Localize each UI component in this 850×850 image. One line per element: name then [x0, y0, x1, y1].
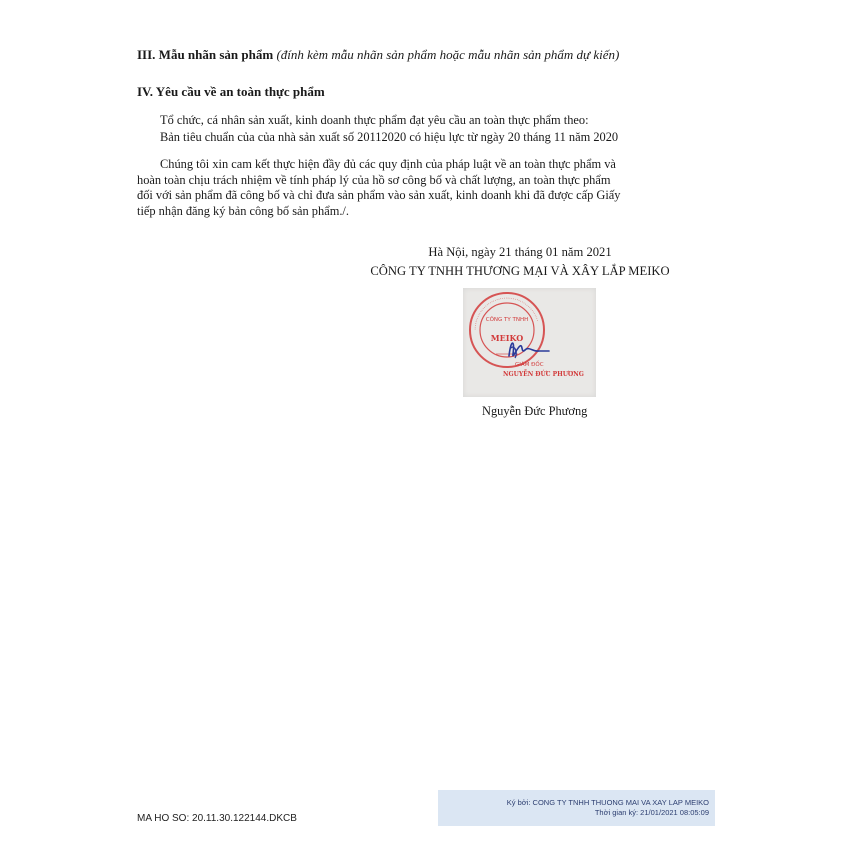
section-3-note: (đính kèm mẫu nhãn sản phẩm hoặc mẫu nhãn sản phẩm dự kiến) — [276, 47, 620, 62]
commitment-paragraph — [137, 157, 697, 219]
company-name: CÔNG TY TNHH THƯƠNG MẠI VÀ XÂY LẮP MEIKO — [370, 264, 670, 278]
section-4-line-2: Bản tiêu chuẩn của của nhà sản xuất số 20112020 có hiệu lực từ ngày 20 tháng 11 năm 2020 — [160, 130, 619, 144]
file-code: MA HO SO: 20.11.30.122144.DKCB — [137, 813, 297, 824]
commitment-line: Chúng tôi xin cam kết thực hiện đầy đủ các quy định của pháp luật về an toàn thực phẩm và — [160, 157, 616, 171]
section-3-title: III. Mẫu nhãn sản phẩm — [137, 47, 274, 62]
svg-text:CÔNG TY TNHH: CÔNG TY TNHH — [485, 317, 529, 323]
section-3-heading — [137, 47, 619, 63]
stamp-signature-image — [463, 288, 596, 397]
place-date: Hà Nội, ngày 21 tháng 01 năm 2021 — [428, 245, 612, 259]
signed-by: Ký bởi: CONG TY TNHH THUONG MAI VA XAY LAP MEIKO — [506, 798, 709, 807]
section-4-line-1: Tổ chức, cá nhân sản xuất, kinh doanh thực phẩm đạt yêu cầu an toàn thực phẩm theo: — [160, 113, 589, 127]
svg-text:······························: ················································· — [472, 295, 540, 331]
svg-text:MEIKO: MEIKO — [490, 333, 524, 343]
digital-signature-box — [438, 790, 715, 826]
company-seal-icon — [463, 288, 596, 397]
svg-text:NGUYỄN ĐỨC PHƯƠNG: NGUYỄN ĐỨC PHƯƠNG — [503, 371, 584, 378]
commitment-line: đối với sản phẩm đã công bố và chỉ đưa sản phẩm vào sản xuất, kinh doanh khi đã được cấp Giấy — [137, 188, 621, 202]
signed-time: Thời gian ký: 21/01/2021 08:05:09 — [594, 808, 709, 817]
commitment-line: tiếp nhận đăng ký bản công bố sản phẩm./. — [137, 203, 349, 218]
svg-text:GIÁM ĐỐC: GIÁM ĐỐC — [515, 362, 544, 368]
signer-name: Nguyễn Đức Phương — [482, 404, 588, 418]
section-4-title: IV. Yêu cầu về an toàn thực phẩm — [137, 84, 325, 99]
commitment-line: hoàn toàn chịu trách nhiệm về tính pháp lý của hồ sơ công bố và chất lượng, an toàn thực phẩm — [137, 172, 611, 187]
